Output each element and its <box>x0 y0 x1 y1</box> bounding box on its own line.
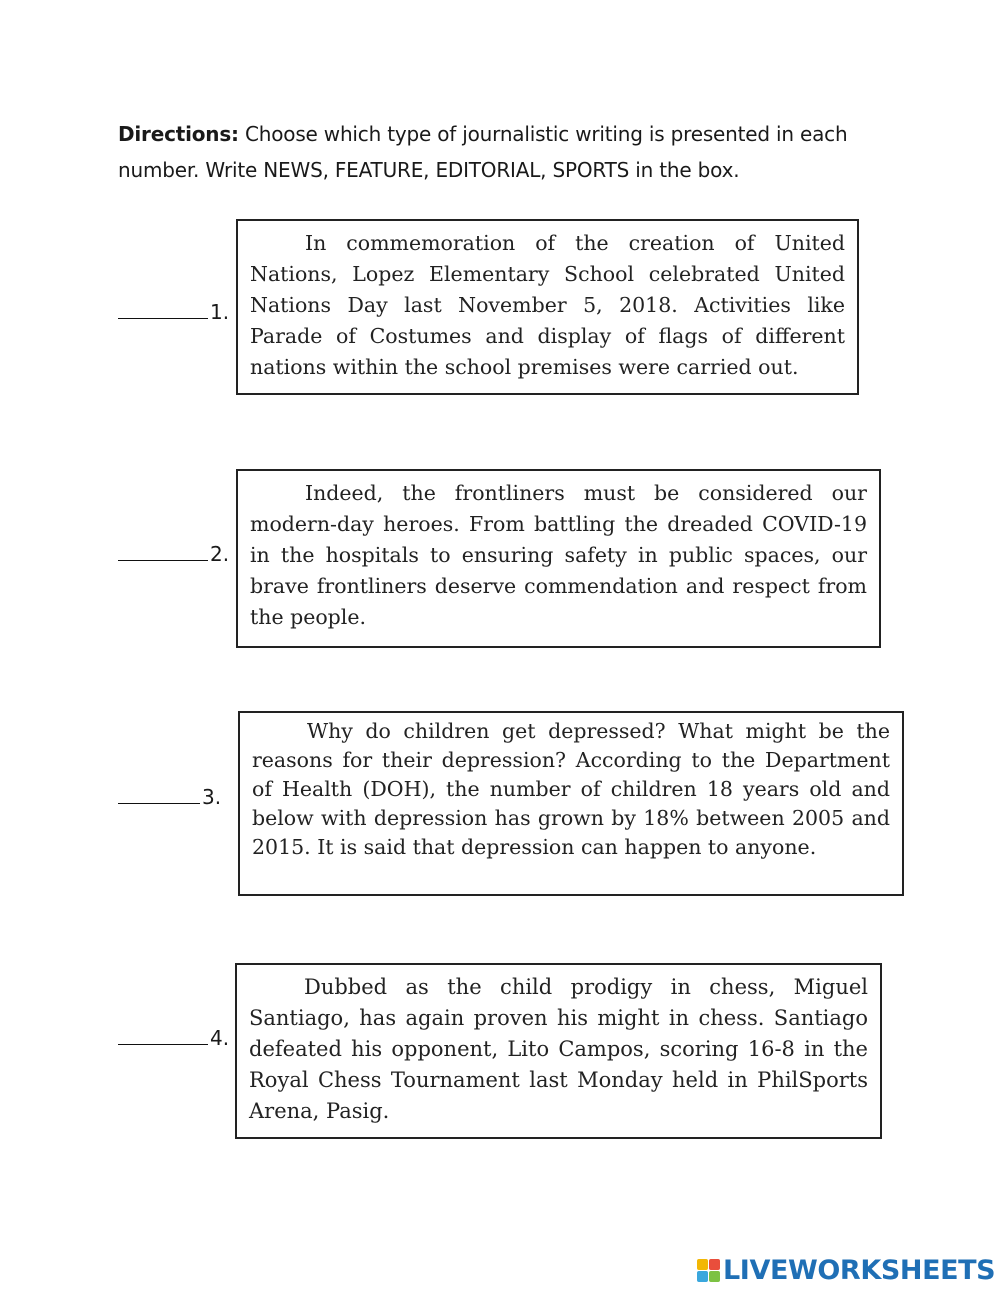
directions-text: Choose which type of journalistic writing is presented in each number. Write NEWS, FEATURE, EDITORIAL, SPORTS in the box. <box>118 122 848 182</box>
passage-text: Indeed, the frontliners must be considered our modern-day heroes. From battling the dreaded COVID-19 in the hospitals to ensuring safety in public spaces, our brave frontliners deserve commendation and respect from the people. <box>250 481 867 629</box>
logo-mark-icon <box>697 1259 720 1282</box>
passage-box-3 <box>238 711 904 896</box>
passage-box-2 <box>236 469 881 648</box>
liveworksheets-logo <box>697 1253 995 1287</box>
logo-square <box>697 1271 708 1282</box>
logo-square <box>697 1259 708 1270</box>
passage-text: Why do children get depressed? What might be the reasons for their depression? According to the Department of Health (DOH), the number of children 18 years old and below with depression has grown by 18% between 2005 and 2015. It is said that depression can happen to anyone. <box>252 719 890 859</box>
directions-label: Directions: <box>118 122 239 146</box>
answer-line[interactable] <box>118 559 208 561</box>
item-number: 3. <box>202 785 222 809</box>
answer-blank-4[interactable] <box>118 1026 229 1050</box>
passage-box-1 <box>236 219 859 395</box>
item-number: 4. <box>210 1026 230 1050</box>
passage-text: Dubbed as the child prodigy in chess, Miguel Santiago, has again proven his might in chess. Santiago defeated his opponent, Lito Campos, scoring 16-8 in the Royal Chess Tournament last Monday held in PhilSports Arena, Pasig. <box>249 975 868 1123</box>
answer-blank-1[interactable] <box>118 300 229 324</box>
answer-line[interactable] <box>118 1043 208 1045</box>
item-number: 2. <box>210 542 230 566</box>
answer-line[interactable] <box>118 802 200 804</box>
logo-square <box>709 1271 720 1282</box>
passage-text: In commemoration of the creation of United Nations, Lopez Elementary School celebrated United Nations Day last November 5, 2018. Activities like Parade of Costumes and display of flags of different nations within the school premises were carried out. <box>250 231 845 379</box>
answer-blank-2[interactable] <box>118 542 229 566</box>
directions <box>118 116 878 188</box>
passage-box-4 <box>235 963 882 1139</box>
answer-blank-3[interactable] <box>118 785 221 809</box>
logo-square <box>709 1259 720 1270</box>
logo-text: LIVEWORKSHEETS <box>723 1254 996 1286</box>
item-number: 1. <box>210 300 230 324</box>
answer-line[interactable] <box>118 317 208 319</box>
